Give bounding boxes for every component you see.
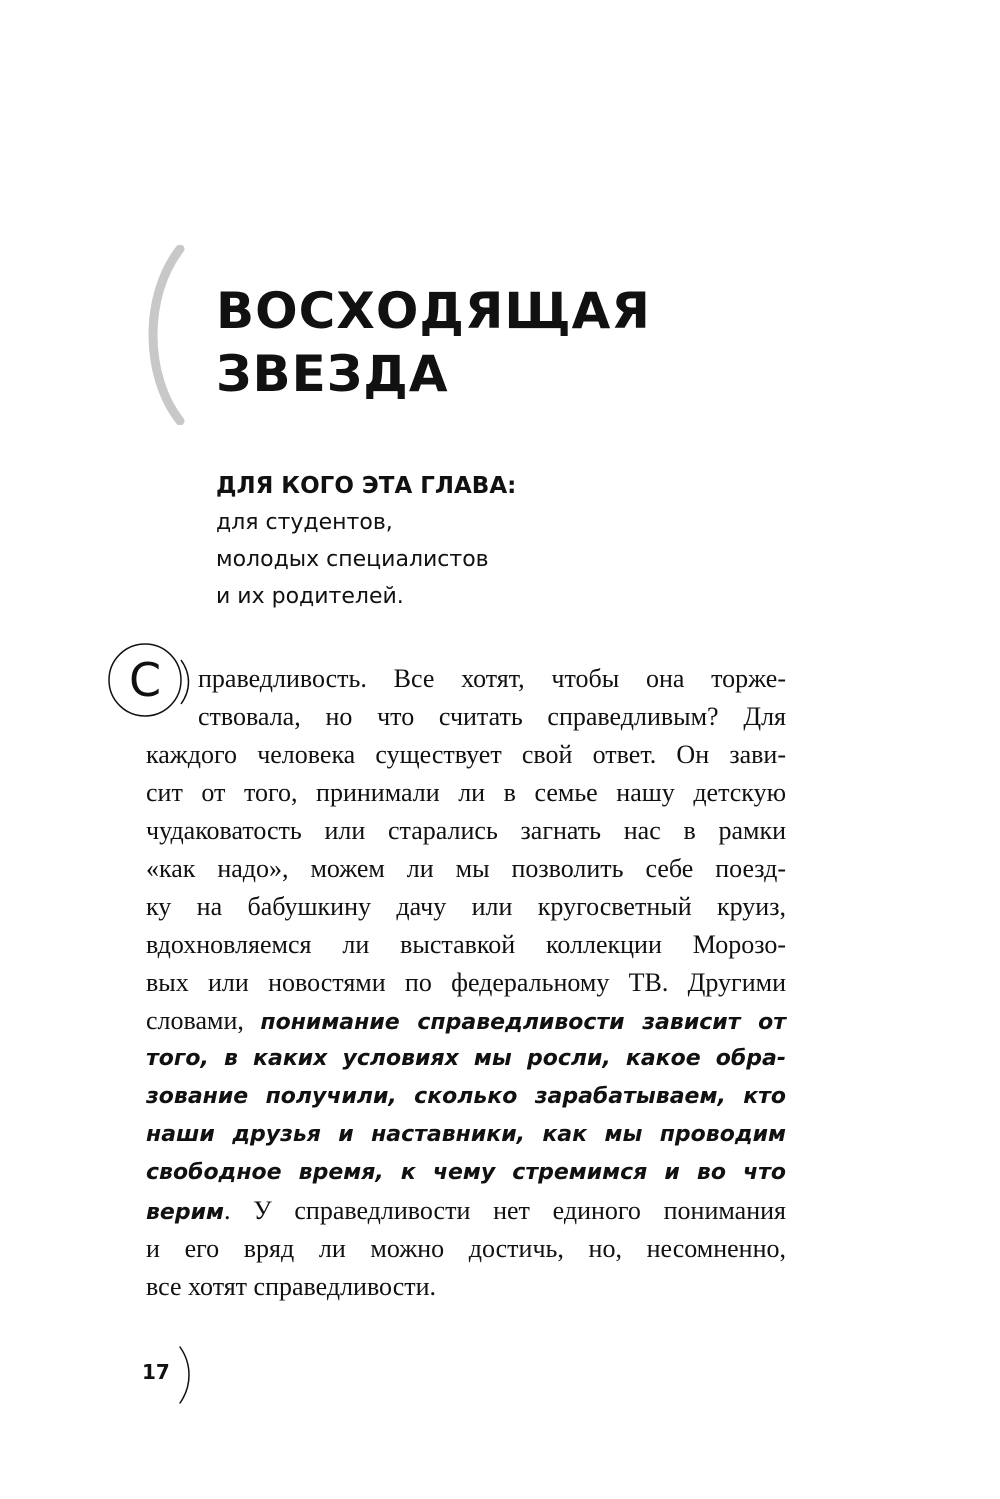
body-line: все хотят справедливости. bbox=[146, 1272, 437, 1301]
audience-block bbox=[216, 468, 516, 615]
emphasis-line: зование получили, сколько зарабатываем, кто bbox=[146, 1084, 786, 1109]
body-line: праведливость. Все хотят, чтобы она торже- bbox=[198, 664, 786, 693]
body-line-mixed bbox=[146, 1002, 786, 1040]
emphasis-line: того, в каких условиях мы росли, какое обра- bbox=[146, 1046, 786, 1071]
chapter-title-line-2: ЗВЕЗДА bbox=[216, 345, 449, 403]
audience-line: и их родителей. bbox=[216, 584, 404, 609]
chapter-title bbox=[216, 280, 651, 406]
body-line: сит от того, принимали ли в семье нашу детскую bbox=[146, 778, 786, 807]
emphasis-text: понимание справедливости зависит от bbox=[260, 1010, 786, 1035]
body-line: «как надо», можем ли мы позволить себе поезд- bbox=[146, 854, 786, 883]
body-line-plain: словами, bbox=[146, 1006, 244, 1035]
body-line: ку на бабушкину дачу или кругосветный круиз, bbox=[146, 892, 786, 921]
body-line-mixed bbox=[146, 1192, 786, 1230]
emphasis-text: верим bbox=[146, 1200, 224, 1225]
emphasis-line: свободное время, к чему стремимся и во что bbox=[146, 1160, 786, 1185]
body-paragraph bbox=[146, 660, 786, 1306]
audience-line: для студентов, bbox=[216, 510, 393, 535]
page-number: 17 bbox=[142, 1360, 170, 1384]
emphasis-line: наши друзья и наставники, как мы проводим bbox=[146, 1122, 786, 1147]
body-line: и его вряд ли можно достичь, но, несомненно, bbox=[146, 1234, 786, 1263]
page-bracket-icon bbox=[176, 1344, 196, 1406]
body-line: чудаковатость или старались загнать нас в рамки bbox=[146, 816, 786, 845]
dropcap-letter: С bbox=[128, 653, 162, 707]
body-line: каждого человека существует свой ответ. Он зави- bbox=[146, 740, 786, 769]
body-line: ствовала, но что считать справедливым? Для bbox=[198, 702, 786, 731]
chapter-title-line-1: ВОСХОДЯЩАЯ bbox=[216, 282, 651, 340]
body-line: вых или новостями по федеральному ТВ. Другими bbox=[146, 968, 786, 997]
audience-line: молодых специалистов bbox=[216, 547, 489, 572]
chapter-bracket-icon bbox=[140, 245, 200, 425]
audience-heading: ДЛЯ КОГО ЭТА ГЛАВА: bbox=[216, 473, 517, 499]
body-line-plain: . У справедливости нет единого понимания bbox=[224, 1196, 786, 1225]
body-line: вдохновляемся ли выставкой коллекции Морозо- bbox=[146, 930, 786, 959]
